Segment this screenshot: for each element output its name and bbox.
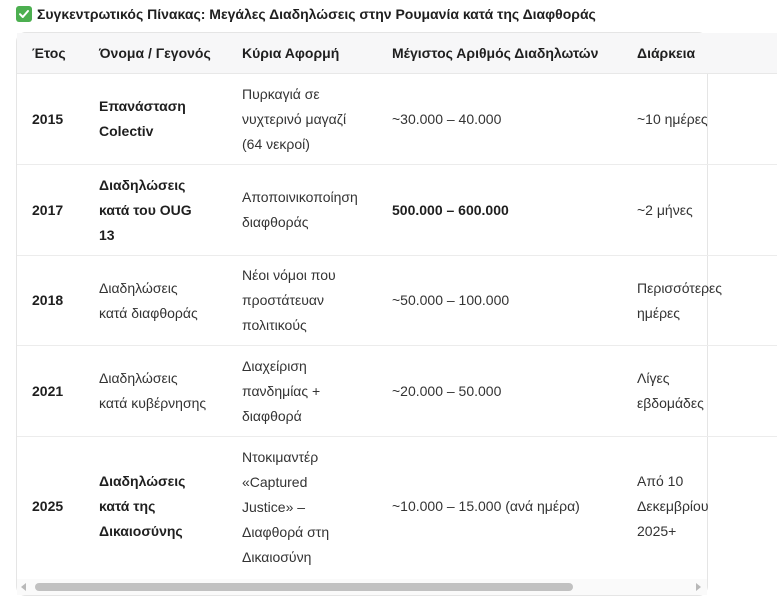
cell-name: Διαδηλώσεις κατά της Δικαιοσύνης [99, 473, 186, 539]
cell-duration: ~10 ημέρες [637, 111, 708, 127]
cell-max-protesters: 500.000 – 600.000 [392, 202, 509, 218]
cell-year: 2018 [32, 292, 64, 308]
cell-max-protesters: ~20.000 – 50.000 [392, 383, 502, 399]
cell-year: 2015 [32, 111, 64, 127]
cell-year: 2017 [32, 202, 64, 218]
table-row [17, 256, 777, 346]
table-row [17, 346, 777, 437]
cell-name: Διαδηλώσεις κατά του OUG 13 [99, 177, 192, 243]
cell-duration: ~2 μήνες [637, 202, 693, 218]
cell-max-protesters: ~10.000 – 15.000 (ανά ημέρα) [392, 498, 580, 514]
cell-duration: Από 10 Δεκεμβρίου 2025+ [637, 473, 709, 539]
cell-max-protesters: ~30.000 – 40.000 [392, 111, 502, 127]
column-header-year: Έτος [32, 45, 66, 61]
column-header-duration: Διάρκεια [637, 45, 696, 61]
summary-table [16, 32, 723, 596]
cell-duration: Λίγες εβδομάδες [637, 370, 704, 411]
table-row [17, 437, 777, 579]
check-mark-icon [16, 6, 32, 22]
scrollbar-thumb[interactable] [35, 583, 573, 591]
column-header-cause: Κύρια Αφορμή [242, 45, 340, 61]
table-title-text: Συγκεντρωτικός Πίνακας: Μεγάλες Διαδηλώσεις στην Ρουμανία κατά της Διαφθοράς [37, 6, 596, 22]
table-row [17, 74, 777, 165]
cell-cause: Διαχείριση πανδημίας + διαφθορά [242, 358, 321, 424]
table-title [16, 4, 596, 24]
cell-cause: Πυρκαγιά σε νυχτερινό μαγαζί (64 νεκροί) [242, 86, 347, 152]
cell-cause: Νέοι νόμοι που προστάτευαν πολιτικούς [242, 267, 336, 333]
table-header-row [17, 33, 777, 74]
column-header-max-protesters: Μέγιστος Αριθμός Διαδηλωτών [392, 45, 599, 61]
cell-year: 2025 [32, 498, 64, 514]
cell-max-protesters: ~50.000 – 100.000 [392, 292, 510, 308]
cell-cause: Αποποινικοποίηση διαφθοράς [242, 189, 358, 230]
cell-name: Επανάσταση Colectiv [99, 98, 186, 139]
table-row [17, 165, 777, 256]
cell-name: Διαδηλώσεις κατά κυβέρνησης [99, 370, 207, 411]
cell-name: Διαδηλώσεις κατά διαφθοράς [99, 280, 198, 321]
cell-cause: Ντοκιμαντέρ «Captured Justice» – Διαφθορά στη Δικαιοσύνη [242, 449, 330, 565]
cell-year: 2021 [32, 383, 64, 399]
column-header-name: Όνομα / Γεγονός [99, 45, 211, 61]
scroll-right-arrow-icon[interactable] [696, 583, 701, 591]
cell-duration: Περισσότερες ημέρες [637, 280, 723, 321]
table-scroll-area[interactable] [17, 33, 777, 579]
scroll-left-arrow-icon[interactable] [21, 583, 26, 591]
horizontal-scrollbar[interactable] [17, 579, 707, 595]
